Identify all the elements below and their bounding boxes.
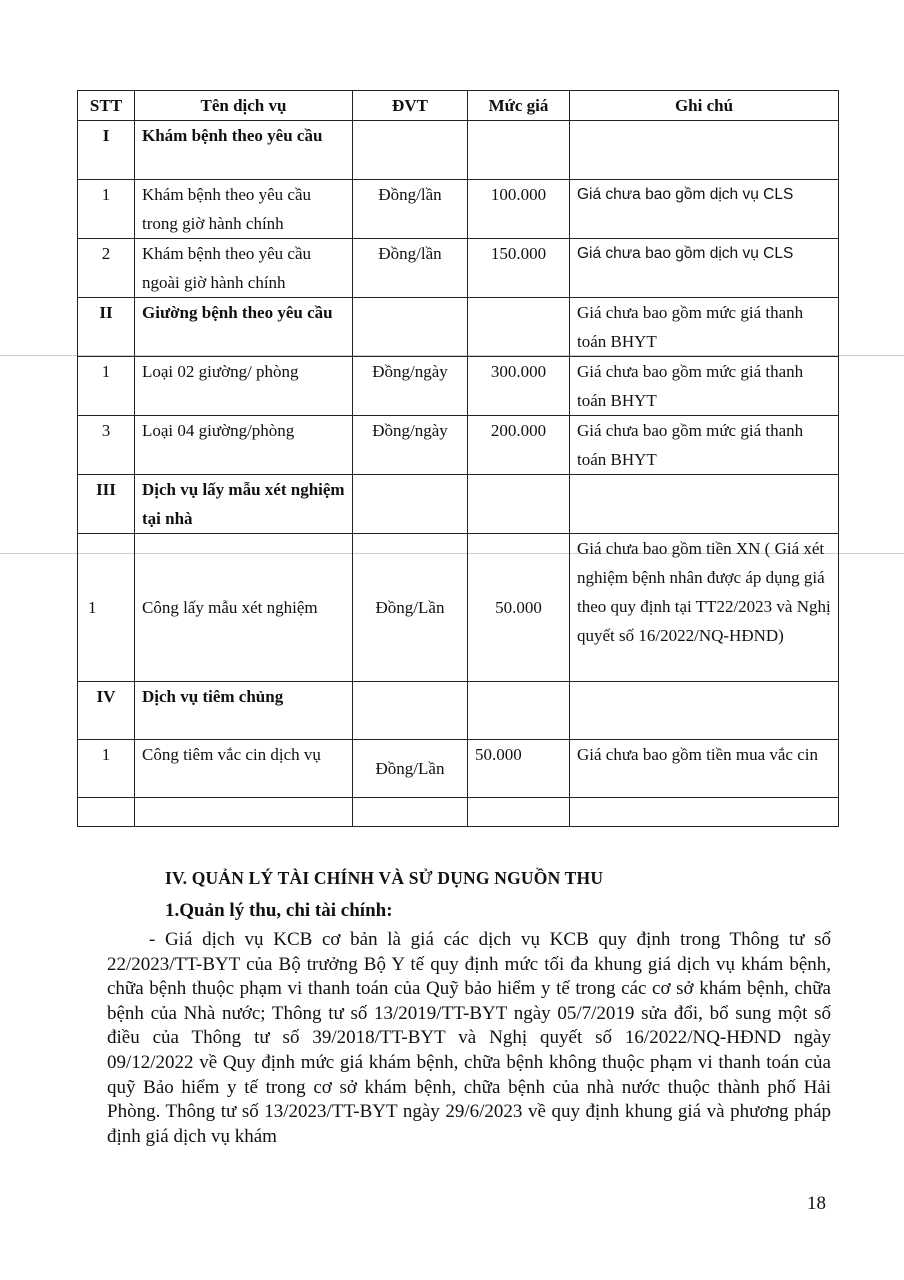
row-stt: II xyxy=(78,298,135,357)
table-row xyxy=(78,740,839,798)
table-row xyxy=(78,239,839,298)
row-service-name: Dịch vụ lấy mẫu xét nghiệm tại nhà xyxy=(135,475,353,534)
header-note: Ghi chú xyxy=(570,91,839,121)
row-unit: Đồng/lần xyxy=(353,239,468,298)
header-service-name: Tên dịch vụ xyxy=(135,91,353,121)
page-number: 18 xyxy=(807,1193,826,1214)
table-row xyxy=(78,180,839,239)
row-stt: 1 xyxy=(78,180,135,239)
row-unit xyxy=(353,298,468,357)
table-row xyxy=(78,798,839,827)
header-stt: STT xyxy=(78,91,135,121)
row-service-name: Công lấy mẫu xét nghiệm xyxy=(135,534,353,682)
row-note xyxy=(570,798,839,827)
row-price: 50.000 xyxy=(468,534,570,682)
row-price: 200.000 xyxy=(468,416,570,475)
row-price xyxy=(468,298,570,357)
row-note: Giá chưa bao gồm mức giá thanh toán BHYT xyxy=(570,298,839,357)
row-service-name: Dịch vụ tiêm chủng xyxy=(135,682,353,740)
row-stt: IV xyxy=(78,682,135,740)
row-note: Giá chưa bao gồm mức giá thanh toán BHYT xyxy=(570,416,839,475)
row-unit: Đồng/lần xyxy=(353,180,468,239)
row-note xyxy=(570,475,839,534)
row-service-name: Khám bệnh theo yêu cầu ngoài giờ hành chính xyxy=(135,239,353,298)
row-note xyxy=(570,121,839,180)
row-note xyxy=(570,682,839,740)
table-header-row xyxy=(78,91,839,121)
table-row xyxy=(78,298,839,357)
row-service-name xyxy=(135,798,353,827)
header-price: Mức giá xyxy=(468,91,570,121)
row-price: 50.000 xyxy=(468,740,570,798)
subsection-title: 1.Quản lý thu, chi tài chính: xyxy=(165,900,393,921)
row-stt: I xyxy=(78,121,135,180)
row-unit xyxy=(353,682,468,740)
row-unit: Đồng/Lần xyxy=(353,534,468,682)
row-service-name: Công tiêm vắc cin dịch vụ xyxy=(135,740,353,798)
row-stt: 2 xyxy=(78,239,135,298)
row-stt: 1 xyxy=(78,357,135,416)
header-unit: ĐVT xyxy=(353,91,468,121)
row-unit xyxy=(353,121,468,180)
row-unit: Đồng/Lần xyxy=(353,740,468,798)
table-row xyxy=(78,416,839,475)
row-note: Giá chưa bao gồm mức giá thanh toán BHYT xyxy=(570,357,839,416)
row-service-name: Khám bệnh theo yêu cầu trong giờ hành chính xyxy=(135,180,353,239)
row-price xyxy=(468,121,570,180)
row-service-name: Khám bệnh theo yêu cầu xyxy=(135,121,353,180)
row-unit xyxy=(353,798,468,827)
table-row xyxy=(78,475,839,534)
row-price: 300.000 xyxy=(468,357,570,416)
row-price: 150.000 xyxy=(468,239,570,298)
row-price xyxy=(468,475,570,534)
row-price xyxy=(468,682,570,740)
row-note: Giá chưa bao gồm tiền XN ( Giá xét nghiệm bệnh nhân được áp dụng giá theo quy định tại TT22/2023 và Nghị quyết số 16/2022/NQ-HĐND) xyxy=(570,534,839,682)
row-stt: 1 xyxy=(78,740,135,798)
row-unit xyxy=(353,475,468,534)
row-note: Giá chưa bao gồm dịch vụ CLS xyxy=(570,239,839,298)
row-note: Giá chưa bao gồm dịch vụ CLS xyxy=(570,180,839,239)
row-service-name: Giường bệnh theo yêu cầu xyxy=(135,298,353,357)
row-stt: 3 xyxy=(78,416,135,475)
table-row xyxy=(78,682,839,740)
row-unit: Đồng/ngày xyxy=(353,416,468,475)
table-row xyxy=(78,121,839,180)
row-price xyxy=(468,798,570,827)
row-note: Giá chưa bao gồm tiền mua vắc cin xyxy=(570,740,839,798)
row-unit: Đồng/ngày xyxy=(353,357,468,416)
table-row xyxy=(78,357,839,416)
row-service-name: Loại 04 giường/phòng xyxy=(135,416,353,475)
section-title: IV. QUẢN LÝ TÀI CHÍNH VÀ SỬ DỤNG NGUỒN THU xyxy=(165,868,604,888)
row-price: 100.000 xyxy=(468,180,570,239)
body-paragraph: - Giá dịch vụ KCB cơ bản là giá các dịch vụ KCB quy định trong Thông tư số 22/2023/TT-BYT của Bộ trưởng Bộ Y tế quy định mức tối đa khung giá dịch vụ khám bệnh, chữa bệnh thuộc phạm vi thanh toán của Quỹ bảo hiểm y tế trong các cơ sở khám bệnh, chữa bệnh của Nhà nước; Thông tư số 13/2019/TT-BYT ngày 05/7/2019 sửa đổi, bổ sung một số điều của Thông tư số 39/2018/TT-BYT và Nghị quyết số 16/2022/NQ-HĐND ngày 09/12/2022 về Quy định mức giá khám bệnh, chữa bệnh không thuộc phạm vi thanh toán của quỹ Bảo hiểm y tế trong cơ sở khám bệnh, chữa bệnh của nhà nước thuộc thành phố Hải Phòng. Thông tư số 13/2023/TT-BYT ngày 29/6/2023 về quy định khung giá và phương pháp định giá dịch vụ khám xyxy=(107,929,831,1147)
table-row xyxy=(78,534,839,682)
row-stt: III xyxy=(78,475,135,534)
service-price-table xyxy=(77,90,839,827)
row-stt xyxy=(78,798,135,827)
row-stt: 1 xyxy=(78,534,135,682)
row-service-name: Loại 02 giường/ phòng xyxy=(135,357,353,416)
